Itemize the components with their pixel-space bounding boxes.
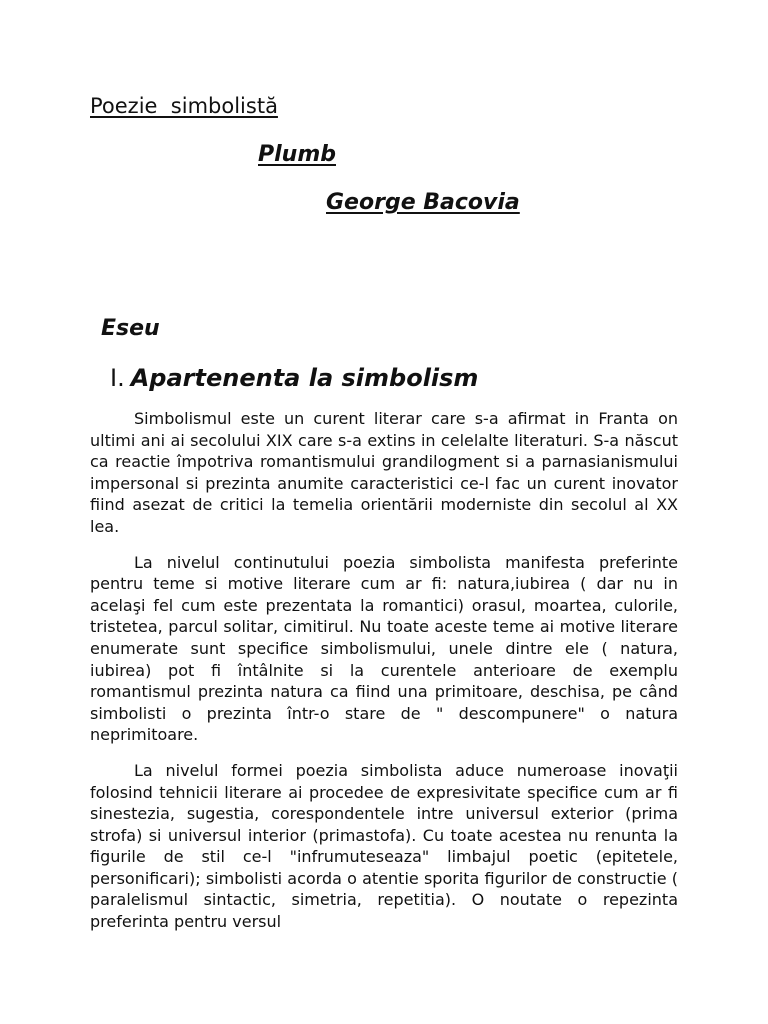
poem-author: George Bacovia bbox=[326, 190, 520, 215]
paragraph-2: La nivelul continutului poezia simbolista manifesta preferinte pentru teme si motive literare cum ar fi: natura,iubirea ( dar nu in acelaşi fel cum este prezentata la romantici) orasul, moartea, culorile, tristetea, parcul solitar, cimitirul. Nu toate aceste teme ai motive literare enumerate sunt specifice simbolismului, unele dintre ele ( natura, iubirea) pot fi întâlnite si la curentele anterioare de exemplu romantismul prezinta natura ca fiind una primitoare, deschisa, pe când simbolisti o prezinta într-o stare de " descompunere" o natura neprimitoare. bbox=[90, 552, 678, 745]
poem-title: Plumb bbox=[258, 142, 336, 167]
section-title: Apartenenta la simbolism bbox=[130, 364, 479, 392]
essay-label: Eseu bbox=[101, 316, 160, 341]
paragraph-1: Simbolismul este un curent literar care s-a afirmat in Franta on ultimi ani ai secolului XIX care s-a extins in celelalte literaturi. S-a născut ca reactie împotriva romantismului grandilogment si a parnasianismului impersonal si prezinta anumite caracteristici ce-l fac un curent inovator fiind asezat de critici la temelia orientării moderniste din secolul al XX lea. bbox=[90, 409, 678, 536]
document-header: Poezie simbolistă bbox=[90, 94, 278, 118]
section-number: I. bbox=[110, 364, 125, 392]
section-heading bbox=[110, 362, 478, 394]
paragraph-3: La nivelul formei poezia simbolista aduce numeroase inovaţii folosind tehnicii literare ai procedee de expresivitate specifice cum ar fi sinestezia, sugestia, corespondentele intre universul exterior (prima strofa) si universul interior (primastofa). Cu toate acestea nu renunta la figurile de stil ce-l "infrumuteseaza" limbajul poetic (epitetele, personificari); simbolisti acorda o atentie sporita figurilor de constructie ( paralelismul sintactic, simetria, repetitia). O noutate o repezinta preferinta pentru versul bbox=[90, 760, 678, 932]
essay-body bbox=[90, 408, 678, 933]
